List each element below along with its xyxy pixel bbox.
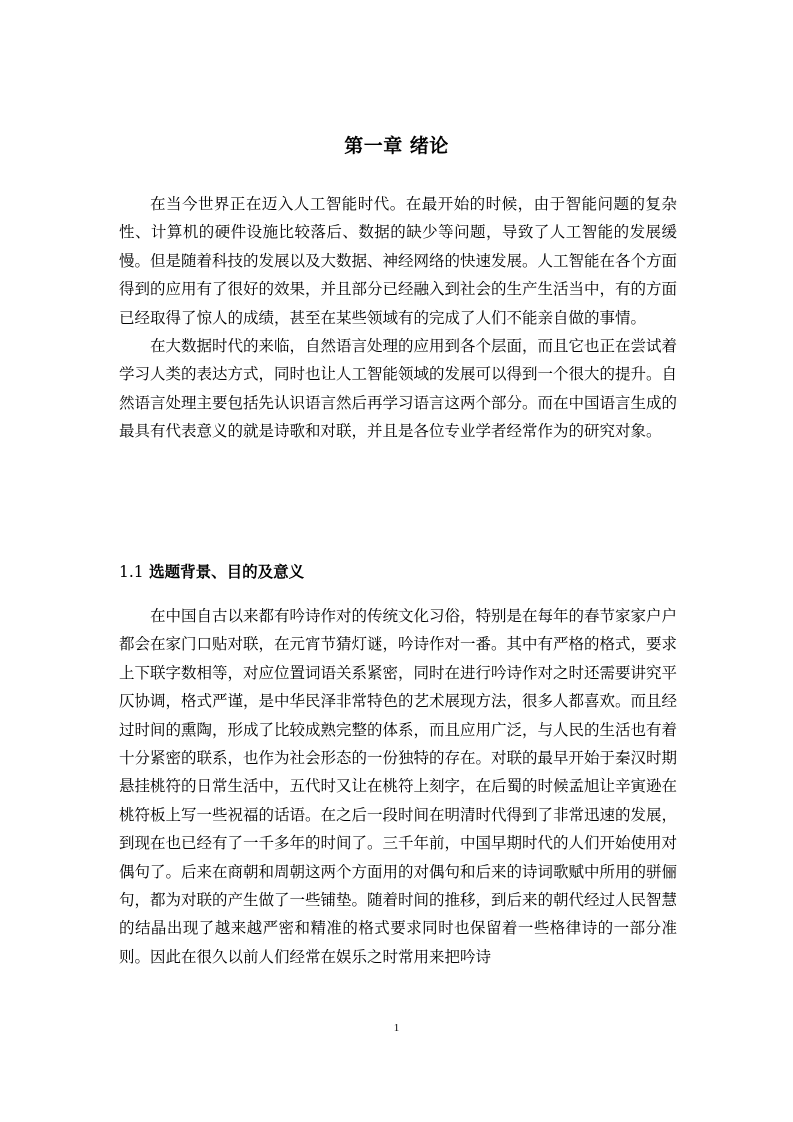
intro-paragraph: 在大数据时代的来临，自然语言处理的应用到各个层面，而且它也正在尝试着学习人类的表达方式，同时也让人工智能领域的发展可以得到一个很大的提升。自然语言处理主要包括先认识语言然后再学习语言这两个部分。而在中国语言生成的最具有代表意义的就是诗歌和对联，并且是各位专业学者经常作为的研究对象。 (119, 337, 678, 441)
section-number: 1.1 (119, 563, 144, 581)
intro-paragraph: 在当今世界正在迈入人工智能时代。在最开始的时候，由于智能问题的复杂性、计算机的硬件设施比较落后、数据的缺少等问题，导致了人工智能的发展缓慢。但是随着科技的发展以及大数据、神经网络的快速发展。人工智能在各个方面得到的应用有了很好的效果，并且部分已经融入到社会的生产生活当中，有的方面已经取得了惊人的成绩，甚至在某些领域有的完成了人们不能亲自做的事情。 (119, 195, 678, 327)
section-body (119, 602, 677, 971)
intro-body (119, 190, 677, 446)
section-title: 选题背景、目的及意义 (149, 563, 305, 581)
section-paragraph: 在中国自古以来都有吟诗作对的传统文化习俗，特别是在每年的春节家家户户都会在家门口贴对联，在元宵节猜灯谜，吟诗作对一番。其中有严格的格式，要求上下联字数相等，对应位置词语关系紧密，同时在进行吟诗作对之时还需要讲究平仄协调，格式严谨，是中华民泽非常特色的艺术展现方法，很多人都喜欢。而且经过时间的熏陶，形成了比较成熟完整的体系，而且应用广泛，与人民的生活也有着十分紧密的联系，也作为社会形态的一份独特的存在。对联的最早开始于秦汉时期悬挂桃符的日常生活中，五代时又让在桃符上刻字，在后蜀的时候孟旭让辛寅逊在桃符板上写一些祝福的话语。在之后一段时间在明清时代得到了非常迅速的发展，到现在也已经有了一千多年的时间了。三千年前，中国早期时代的人们开始使用对偶句了。后来在商朝和周朝这两个方面用的对偶句和后来的诗词歌赋中所用的骈俪句，都为对联的产生做了一些铺垫。随着时间的推移，到后来的朝代经过人民智慧的结晶出现了越来越严密和精准的格式要求同时也保留着一些格律诗的一部分准则。因此在很久以前人们经常在娱乐之时常用来把吟诗 (119, 607, 678, 966)
section-heading (119, 560, 677, 582)
chapter-title: 第一章 绪论 (344, 135, 449, 157)
page-number: 1 (393, 1022, 400, 1034)
